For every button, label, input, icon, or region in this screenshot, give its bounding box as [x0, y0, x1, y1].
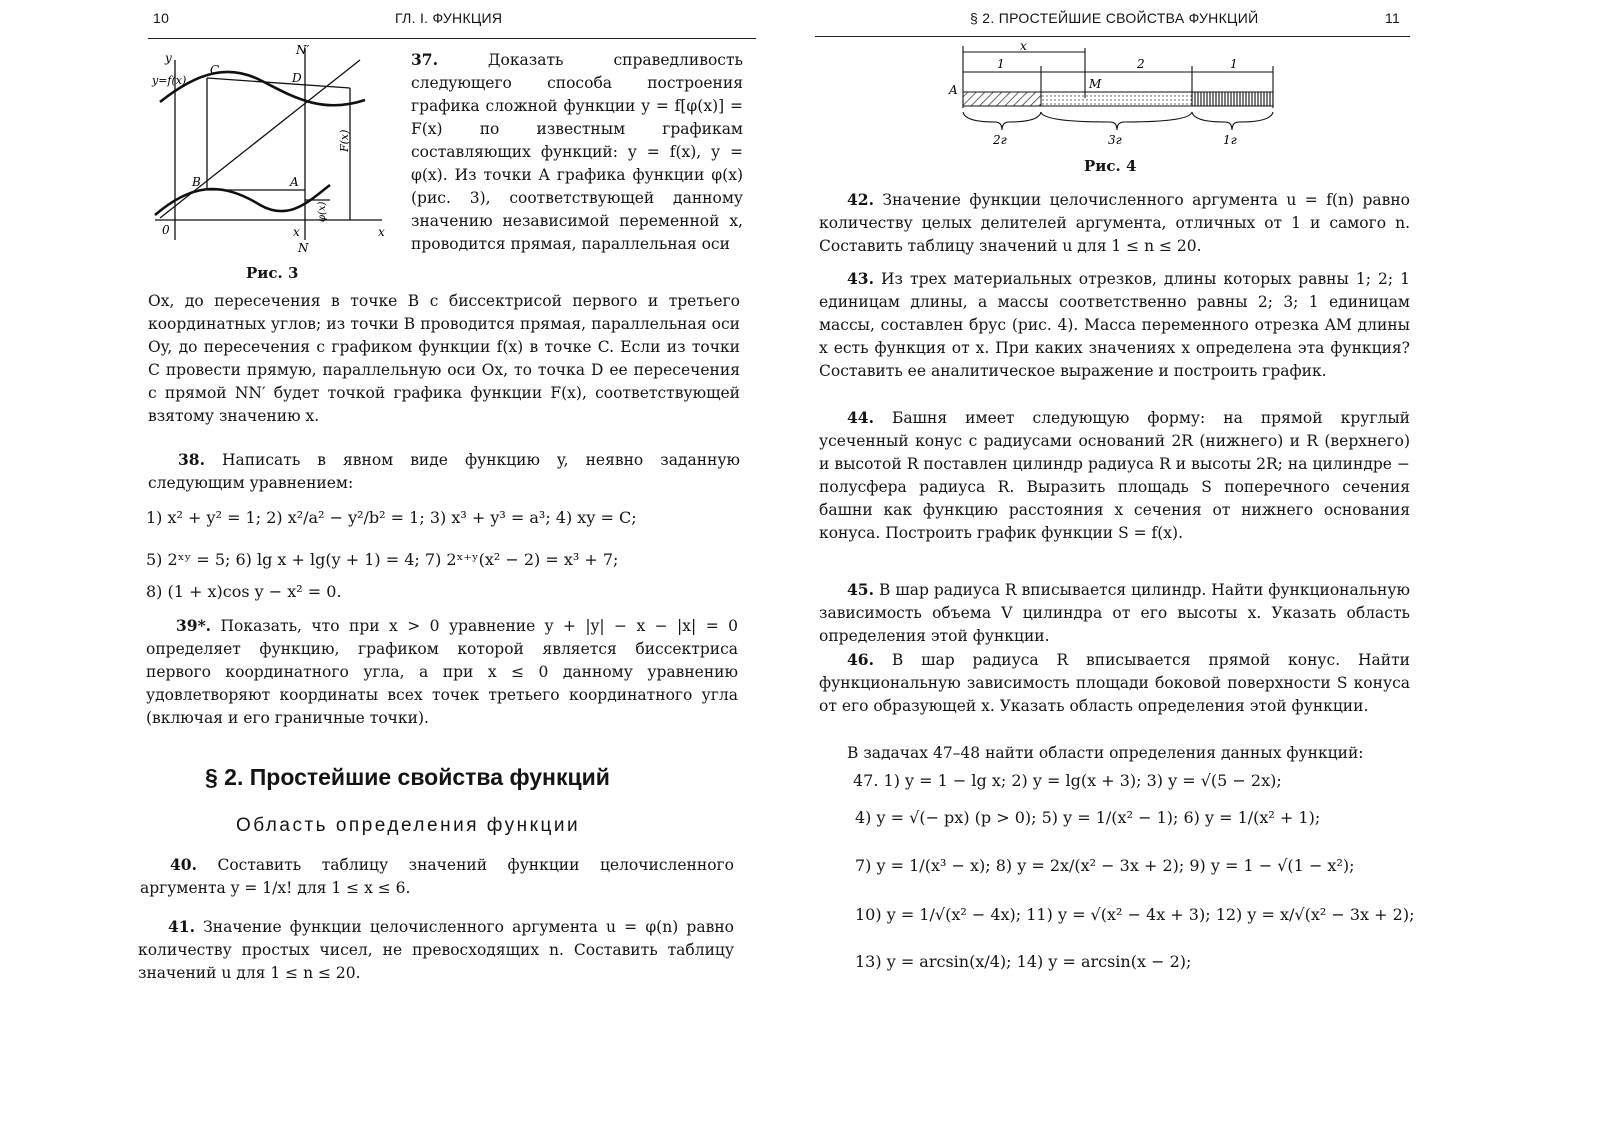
figure-3-caption: Рис. 3 [246, 264, 299, 282]
fig3-label-yfx: y=f(x) [152, 74, 187, 87]
fig3-label-N: N [298, 241, 309, 255]
problem-37-text: Доказать справедливость следующего способа построения графика сложной функции y = f[φ(x)] = F(x) по известным графикам составляющих функций: y = f(x), y = φ(x). Из точки A графика функции φ(x) (рис. 3), соответствующей данному значению независимой переменной x, проводится прямая, параллельная оси [411, 51, 743, 253]
problem-44 [819, 406, 1410, 545]
fig4-label-seg2: 2 [1137, 57, 1145, 71]
equations-38-line-1: 1) x² + y² = 1; 2) x²/a² − y²/b² = 1; 3) x³ + y³ = a³; 4) xy = C; [146, 508, 637, 527]
figure-4 [945, 38, 1285, 153]
subsection-title: Область определения функции [236, 815, 581, 836]
problem-42-text: Значение функции целочисленного аргумента u = f(n) равно количеству целых делителей аргумента, отличных от 1 и самого n. Составить таблицу значений u для 1 ≤ n ≤ 20. [819, 191, 1410, 255]
problem-39-number: 39*. [176, 616, 212, 635]
problem-45-text: В шар радиуса R вписывается цилиндр. Найти функциональную зависимость объема V цилиндра от его высоты x. Указать область определения этой функции. [819, 581, 1410, 645]
problem-44-number: 44. [847, 408, 874, 427]
problem-44-text: Башня имеет следующую форму: на прямой круглый усеченный конус с радиусами оснований 2R (нижнего) и R (верхнего) и высотой R поставлен цилиндр радиуса R и высоты 2R; на цилиндре − полусфера радиуса R. Выразить площадь S поперечного сечения башни как функцию расстояния x сечения от нижнего основания конуса. Построить график функции S = f(x). [819, 409, 1410, 542]
fig3-label-x-axis: x [378, 225, 385, 239]
fig3-label-O: 0 [162, 223, 170, 237]
equations-47-line-4: 10) y = 1/√(x² − 4x); 11) y = √(x² − 4x + 3); 12) y = x/√(x² − 3x + 2); [855, 905, 1415, 924]
problem-46-number: 46. [847, 650, 874, 669]
section-title: § 2. Простейшие свойства функций [205, 764, 610, 790]
problem-40 [140, 853, 734, 900]
problem-45 [819, 578, 1410, 648]
problem-46 [819, 648, 1410, 718]
problem-42 [819, 188, 1410, 258]
right-page [800, 0, 1600, 1145]
problem-41-text: Значение функции целочисленного аргумента u = φ(n) равно количеству простых чисел, не превосходящих n. Составить таблицу значений u для 1 ≤ n ≤ 20. [138, 918, 734, 982]
equations-47-line-2: 4) y = √(− px) (p > 0); 5) y = 1/(x² − 1); 6) y = 1/(x² + 1); [855, 808, 1321, 827]
problem-40-number: 40. [170, 855, 197, 874]
problem-43-text: Из трех материальных отрезков, длины которых равны 1; 2; 1 единицам длины, а массы соответственно равны 2; 3; 1 единицам массы, составлен брус (рис. 4). Масса переменного отрезка AM длины x есть функция от x. При каких значениях x определена эта функция? Составить ее аналитическое выражение и построить график. [819, 270, 1410, 380]
fig4-label-x: x [1020, 39, 1027, 53]
problem-40-text: Составить таблицу значений функции целочисленного аргумента y = 1/x! для 1 ≤ x ≤ 6. [140, 856, 734, 897]
fig3-label-phix: φ(x) [317, 201, 328, 222]
fig3-label-A: A [290, 175, 299, 189]
fig3-label-x: x [293, 225, 300, 239]
problem-43 [819, 267, 1410, 383]
figure-4-caption: Рис. 4 [1084, 157, 1137, 175]
equations-47-line-1: 47. 1) y = 1 − lg x; 2) y = lg(x + 3); 3) y = √(5 − 2x); [853, 771, 1282, 790]
equations-38-line-2: 5) 2ˣʸ = 5; 6) lg x + lg(y + 1) = 4; 7) 2ˣ⁺ʸ(x² − 2) = x³ + 7; [146, 550, 619, 569]
fig3-label-Fx: F(x) [338, 129, 351, 152]
figure-3 [150, 40, 400, 265]
fig4-label-seg1: 1 [997, 57, 1005, 71]
fig4-label-A: A [949, 83, 958, 97]
problem-38-text: Написать в явном виде функцию y, неявно заданную следующим уравнением: [148, 451, 740, 492]
fig3-label-B: B [192, 175, 201, 189]
problem-46-text: В шар радиуса R вписывается прямой конус. Найти функциональную зависимость площади боковой поверхности S конуса от его образующей x. Указать область определения этой функции. [819, 651, 1410, 715]
fig4-label-mass2: 3г [1108, 133, 1122, 147]
header-rule [815, 36, 1410, 37]
problem-37-number: 37. [411, 50, 438, 69]
page-number: 11 [1385, 10, 1401, 26]
problem-38-number: 38. [178, 450, 205, 469]
fig3-label-D: D [292, 71, 302, 85]
problem-41 [138, 915, 734, 985]
problem-45-number: 45. [847, 580, 874, 599]
equations-38-line-3: 8) (1 + x)cos y − x² = 0. [146, 582, 342, 601]
fig3-label-Nprime: N′ [296, 43, 310, 57]
problem-39 [146, 614, 738, 730]
fig3-label-y: y [165, 51, 172, 65]
problem-38 [148, 448, 740, 495]
problem-41-number: 41. [168, 917, 195, 936]
header-rule [148, 38, 756, 39]
fig4-label-mass1: 2г [993, 133, 1007, 147]
running-head: ГЛ. I. ФУНКЦИЯ [395, 10, 503, 26]
fig4-label-seg3: 1 [1230, 57, 1238, 71]
intro-47-48: В задачах 47–48 найти области определения данных функций: [847, 744, 1364, 762]
problem-43-number: 43. [847, 269, 874, 288]
fig4-label-mass3: 1г [1223, 133, 1237, 147]
problem-42-number: 42. [847, 190, 874, 209]
fig4-label-M: M [1089, 77, 1102, 91]
problem-37 [411, 48, 743, 256]
fig3-label-C: C [210, 63, 220, 77]
page-number: 10 [153, 10, 170, 26]
problem-37-continued: Ox, до пересечения в точке B с биссектрисой первого и третьего координатных углов; из точки B проводится прямая, параллельная оси Oy, до пересечения с графиком функции f(x) в точке C. Если из точки C провести прямую, параллельную оси Ox, то точка D ее пересечения с прямой NN′ будет точкой графика функции F(x), соответствующей взятому значению x. [148, 292, 740, 425]
equations-47-line-3: 7) y = 1/(x³ − x); 8) y = 2x/(x² − 3x + 2); 9) y = 1 − √(1 − x²); [855, 856, 1355, 875]
problem-39-text: Показать, что при x > 0 уравнение y + |y| − x − |x| = 0 определяет функцию, графиком которой является биссектриса первого координатного угла, а при x ≤ 0 данному уравнению удовлетворяют координаты всех точек третьего координатного угла (включая и его граничные точки). [146, 617, 738, 727]
running-head: § 2. ПРОСТЕЙШИЕ СВОЙСТВА ФУНКЦИЙ [970, 10, 1259, 26]
equations-47-line-5: 13) y = arcsin(x/4); 14) y = arcsin(x − 2); [855, 952, 1192, 971]
